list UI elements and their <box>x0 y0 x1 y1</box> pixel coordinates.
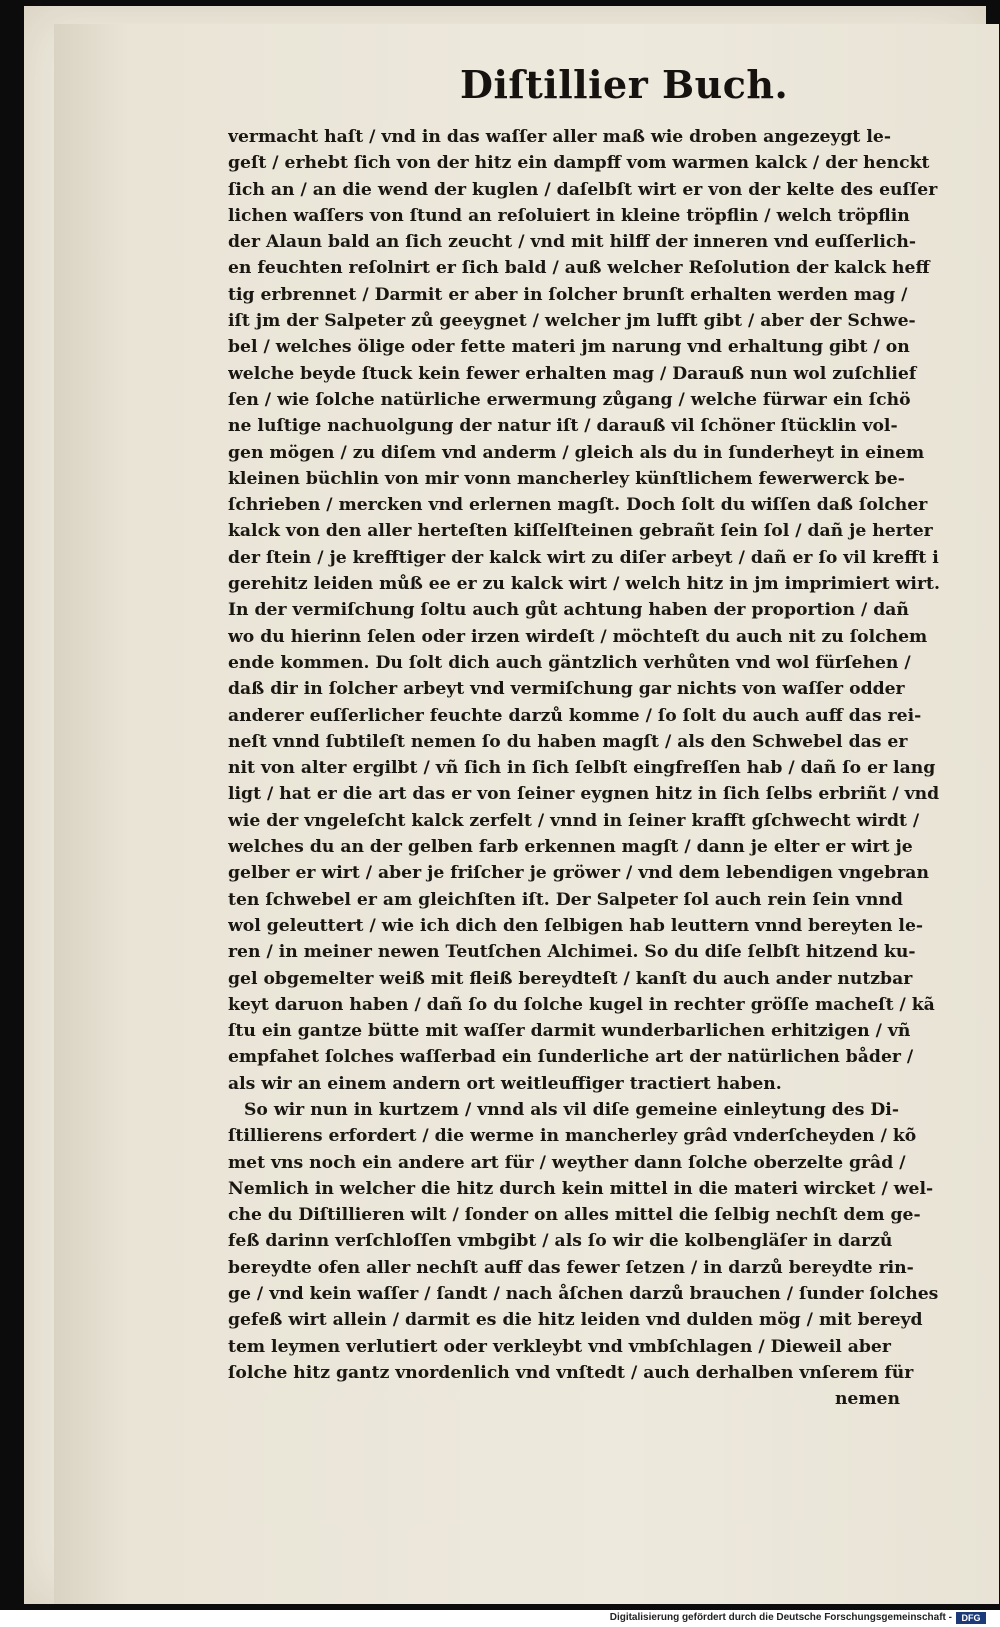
text-line: welche beyde ſtuck kein fewer erhalten mag / Darauß nun wol zuſchlief <box>228 363 917 384</box>
dfg-logo: DFG <box>956 1612 986 1624</box>
text-line: lichen waſſers von ſtund an reſoluiert in kleine tröpflin / welch tröpflin <box>228 205 910 226</box>
text-line: der Alaun bald an ſich zeucht / vnd mit hilff der inneren vnd euſſerlich- <box>228 232 917 253</box>
text-line: ſich an / an die wend der kuglen / daſelbſt wirt er von der kelte des euſſer <box>228 179 938 200</box>
text-line: ten ſchwebel er am gleichſten iſt. Der Salpeter ſol auch rein ſein vnnd <box>228 889 903 910</box>
text-line: empfahet ſolches waſſerbad ein ſunderliche art der natürlichen båder / <box>228 1047 914 1068</box>
text-line: ſtu ein gantze bütte mit waſſer darmit wunderbarlichen erhitzigen / vñ <box>228 1021 911 1042</box>
text-line: Nemlich in welcher die hitz durch kein mittel in die materi wircket / wel- <box>228 1178 934 1199</box>
text-line: en feuchten reſolnirt er ſich bald / auß welcher Reſolution der kalck heff <box>228 258 930 279</box>
text-line: feß darinn verſchloſſen vmbgibt / als ſo wir die kolbengläſer in darzů <box>228 1231 893 1252</box>
text-line: ſolche hitz gantz vnordenlich vnd vnſtedt / auch derhalben vnſerem für <box>228 1362 914 1383</box>
text-line: gerehitz leiden můß ee er zu kalck wirt / welch hitz in jm imprimiert wirt. <box>228 574 940 595</box>
text-line: der ſtein / je krefftiger der kalck wirt zu diſer arbeyt / dañ er ſo vil krefft i <box>228 547 939 568</box>
running-head: Diſtillier Buch. <box>460 62 789 107</box>
text-line: ſtillierens erfordert / die werme in mancherley grâd vnderſcheyden / kõ <box>228 1126 917 1147</box>
text-line: ende kommen. Du ſolt dich auch gäntzlich verhůten vnd wol fürſehen / <box>228 652 911 673</box>
text-line: ligt / hat er die art das er von ſeiner eygnen hitz in ſich ſelbs erbriñt / vnd <box>228 784 940 805</box>
funding-note: Digitalisierung gefördert durch die Deutsche Forschungsgemeinschaft - <box>609 1612 952 1623</box>
text-line: wo du hierinn ſelen oder irzen wirdeſt / möchteſt du auch nit zu ſolchem <box>228 626 928 647</box>
body-text <box>228 124 944 1413</box>
text-line: che du Diſtillieren wilt / ſonder on alles mittel die ſelbig nechſt dem ge- <box>228 1205 921 1226</box>
text-line: tem leymen verlutiert oder verkleybt vnd vmbſchlagen / Dieweil aber <box>228 1336 891 1357</box>
text-line: ge / vnd kein waſſer / ſandt / nach åſchen darzů brauchen / ſunder ſolches <box>228 1284 939 1305</box>
text-line: ren / in meiner newen Teutſchen Alchimei. So du diſe ſelbſt hitzend ku- <box>228 942 916 963</box>
text-line: gefeß wirt allein / darmit es die hitz leiden vnd dulden mög / mit bereyd <box>228 1310 923 1331</box>
text-line: iſt jm der Salpeter zů geeygnet / welcher jm lufft gibt / aber der Schwe- <box>228 311 916 332</box>
text-line: gen mögen / zu diſem vnd anderm / gleich als du in ſunderheyt in einem <box>228 442 925 463</box>
text-line: keyt daruon haben / dañ ſo du ſolche kugel in rechter gröſſe macheſt / kã <box>228 994 935 1015</box>
text-line: ne luſtige nachuolgung der natur iſt / darauß vil ſchöner ſtücklin vol- <box>228 416 898 437</box>
text-line: welches du an der gelben farb erkennen magſt / dann je elter er wirt je <box>228 837 913 858</box>
text-line: nemen <box>834 1389 900 1410</box>
text-line: In der vermiſchung ſoltu auch gůt achtung haben der proportion / dañ <box>228 600 909 621</box>
text-line: met vns noch ein andere art für / weyther dann ſolche oberzelte grâd / <box>228 1152 906 1173</box>
text-line: vermacht haſt / vnd in das waſſer aller maß wie droben angezeygt le- <box>228 127 891 147</box>
text-line: neſt vnnd ſubtileſt nemen ſo du haben magſt / als den Schwebel das er <box>228 731 908 752</box>
text-line: daß dir in ſolcher arbeyt vnd vermiſchung gar nichts von waſſer odder <box>228 679 905 700</box>
text-line: ſchrieben / mercken vnd erlernen magſt. Doch ſolt du wiſſen daß ſolcher <box>228 495 928 516</box>
text-line: ſen / wie ſolche natürliche erwermung zůgang / welche fürwar ein ſchö <box>228 389 911 410</box>
text-line: kleinen büchlin von mir vonn mancherley künſtlichem fewerwerck be- <box>228 468 905 489</box>
text-line: gelber er wirt / aber je friſcher je gröwer / vnd dem lebendigen vngebran <box>228 863 929 884</box>
text-line: gel obgemelter weiß mit fleiß bereydteſt / kanſt du auch ander nutzbar <box>228 968 913 989</box>
text-line: tig erbrennet / Darmit er aber in ſolcher brunſt erhalten werden mag / <box>228 284 908 305</box>
text-line: bel / welches ölige oder fette materi jm narung vnd erhaltung gibt / on <box>228 337 910 358</box>
text-line: So wir nun in kurtzem / vnnd als vil diſe gemeine einleytung des Di- <box>244 1099 899 1120</box>
text-line: wol geleuttert / wie ich dich den ſelbigen hab leuttern vnnd bereyten le- <box>228 915 924 936</box>
text-line: anderer euſſerlicher feuchte darzů komme / ſo ſolt du auch auff das rei- <box>228 705 922 726</box>
text-line: als wir an einem andern ort weitleuffiger tractiert haben. <box>228 1073 782 1094</box>
text-line: bereydte ofen aller nechſt auff das fewer ſetzen / in darzů bereydte rin- <box>228 1257 914 1278</box>
text-line: nit von alter ergilbt / vñ ſich in ſich ſelbſt eingfreſſen hab / dañ ſo er lang <box>228 758 936 779</box>
text-line: geſt / erhebt ſich von der hitz ein dampff vom warmen kalck / der henckt <box>228 153 930 174</box>
text-line: kalck von den aller herteſten kiſſelſteinen gebrañt ſein ſol / dañ je herter <box>228 521 933 542</box>
text-line: wie der vngeleſcht kalck zerfelt / vnnd in ſeiner krafft gſchwecht wirdt / <box>228 810 920 831</box>
